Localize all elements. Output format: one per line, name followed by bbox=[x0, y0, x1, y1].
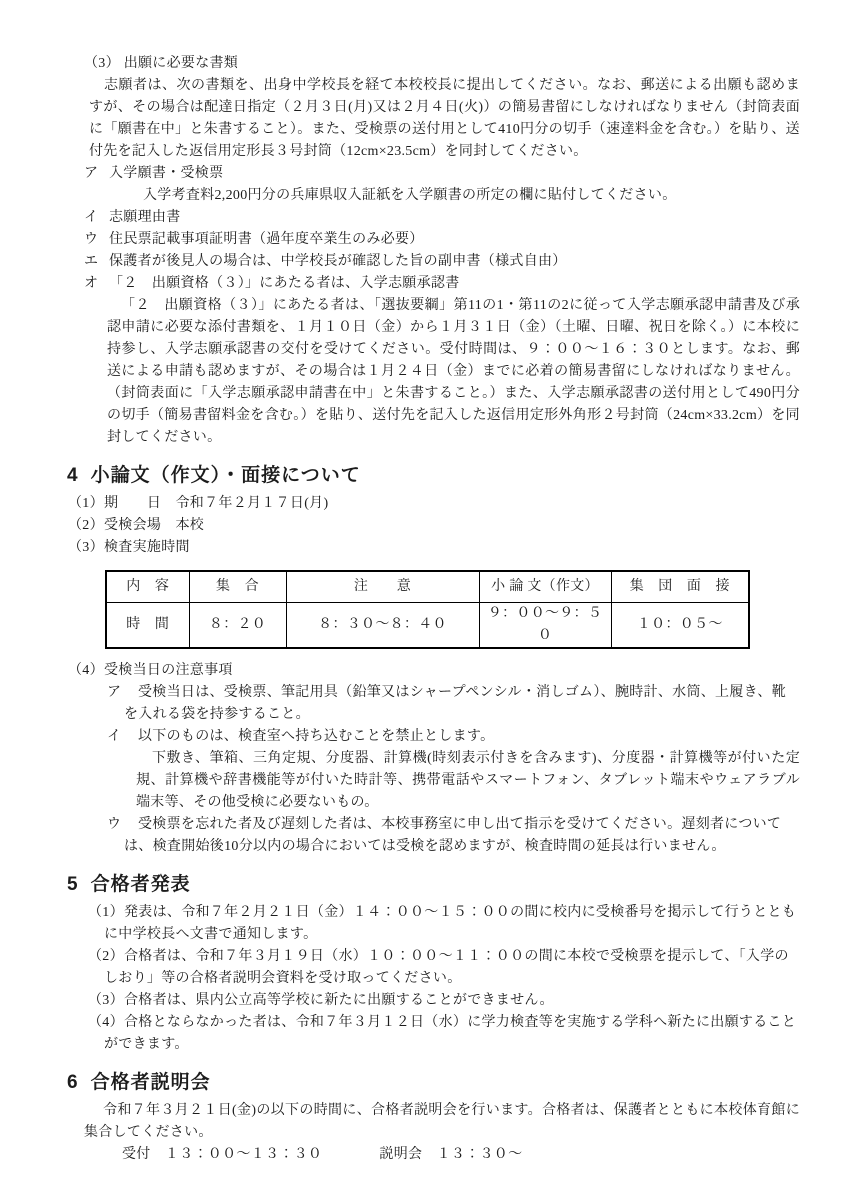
s4-item-4 bbox=[68, 660, 800, 682]
s3-item-o bbox=[84, 273, 800, 295]
item-text: 受検票を忘れた者及び遅刻した者は、本校事務室に申し出て指示を受けてください。遅刻者については、検査開始後10分以内の場合においては受検を認めますが、検査時間の延長は行いません。 bbox=[124, 817, 782, 854]
item-text: 期 日 令和７年２月１７日(月) bbox=[104, 496, 329, 511]
section-title: 合格者発表 bbox=[90, 874, 191, 895]
item-text: 合格とならなかった者は、令和７年３月１２日（水）に学力検査等を実施する学科へ新たに出願することができます。 bbox=[104, 1015, 797, 1052]
s6-paragraph: 令和７年３月２１日(金)の以下の時間に、合格者説明会を行います。合格者は、保護者とともに本校体育館に集合してください。 bbox=[84, 1103, 800, 1140]
item-label: オ bbox=[84, 276, 99, 291]
section-number: 4 bbox=[67, 465, 79, 486]
item-label: ウ bbox=[84, 232, 99, 247]
s5-item-2 bbox=[88, 946, 800, 990]
table-header-cell: 集 合 bbox=[189, 571, 286, 603]
item-label: イ bbox=[84, 210, 99, 225]
s4-item-2 bbox=[68, 515, 800, 537]
item-text: 以下のものは、検査室へ持ち込むことを禁止とします。 bbox=[138, 729, 495, 744]
s5-item-4 bbox=[88, 1012, 800, 1056]
table-header-cell: 内 容 bbox=[106, 571, 189, 603]
item-text: 保護者が後見人の場合は、中学校長が確認した旨の副申書（様式自由） bbox=[109, 254, 567, 269]
section-4-heading bbox=[67, 463, 800, 489]
table-header-cell: 注 意 bbox=[286, 571, 479, 603]
item-text: 合格者は、県内公立高等学校に新たに出願することができません。 bbox=[124, 993, 554, 1008]
s3-item-o-paragraph: 「２ 出願資格（３）」にあたる者は、「選抜要綱」第11の1・第11の2に従って入学志願承認申請書及び承認申請に必要な添付書類を、１月１０日（金）から１月３１日（金）（土曜、日曜、祝日を除く。）に本校に持参し、入学志願承認書の交付を受けてください。受付時間は、９：００～１６：３０とします。なお、郵送による申請も認めますが、その場合は１月２４日（金）までに必着の簡易書留にしなければなりません。（封筒表面に「入学志願承認申請書在中」と朱書すること。）また、入学志願承認書の送付用として490円分の切手（簡易書留料金を含む。）を貼り、送付先を記入した返信用定形外角形２号封筒（24cm×33.2cm）を同封してください。 bbox=[107, 298, 800, 445]
item-label: （1） bbox=[88, 905, 124, 920]
item-text: 合格者は、令和７年３月１９日（水）１０：００～１１：００の間に本校で受検票を提示して、「入学のしおり」等の合格者説明会資料を受け取ってください。 bbox=[104, 949, 789, 986]
item-text: 住民票記載事項証明書（過年度卒業生のみ必要） bbox=[109, 232, 424, 247]
table-header-row bbox=[106, 571, 749, 603]
item-text: 「２ 出願資格（３）」にあたる者は、入学志願承認書 bbox=[109, 276, 460, 291]
table-row-label: 時 間 bbox=[106, 603, 189, 649]
item-text: 志願理由書 bbox=[109, 210, 181, 225]
section-6-heading bbox=[67, 1070, 800, 1096]
item-text: 検査実施時間 bbox=[104, 540, 190, 555]
s3-item-a-note: 入学考査料2,200円分の兵庫県収入証紙を入学願書の所定の欄に貼付してください。 bbox=[143, 188, 677, 203]
s4-item-1 bbox=[68, 493, 800, 515]
table-cell: ９：００～９：５０ bbox=[479, 603, 611, 649]
item-label: イ bbox=[107, 729, 122, 744]
s5-item-3 bbox=[88, 990, 800, 1012]
item-label: （3） bbox=[68, 540, 104, 555]
s4-prohibited-items-paragraph: 下敷き、筆箱、三角定規、分度器、計算機(時刻表示付きを含みます)、分度器・計算機等が付いた定規、計算機や辞書機能等が付いた時計等、携帯電話やスマートフォン、タブレット端末やウェアラブル端末等、その他受検に必要ないもの。 bbox=[136, 751, 800, 810]
item-text: 発表は、令和７年２月２１日（金）１４：００～１５：００の間に校内に受検番号を掲示して行うとともに中学校長へ文書で通知します。 bbox=[104, 905, 797, 942]
s3-intro-paragraph: 志願者は、次の書類を、出身中学校長を経て本校校長に提出してください。なお、郵送による出願も認めますが、その場合は配達日指定（２月３日(月)又は２月４日(火)）の簡易書留にしなければなりません（封筒表面に「願書在中」と朱書すること）。また、受検票の送付用として410円分の切手（速達料金を含む。）を貼り、送付先を記入した返信用定形長３号封筒（12cm×23.5cm）を同封してください。 bbox=[89, 78, 800, 159]
section-5-heading bbox=[67, 872, 800, 898]
table-time-row bbox=[106, 603, 749, 649]
s3-item-a bbox=[84, 163, 800, 185]
table-cell: １０：０５～ bbox=[611, 603, 749, 649]
item-label: （3） bbox=[88, 993, 124, 1008]
item-label: （2） bbox=[88, 949, 124, 964]
item-text: 受検当日は、受検票、筆記用具（鉛筆又はシャープペンシル・消しゴム）、腕時計、水筒、上履き、靴を入れる袋を持参すること。 bbox=[124, 685, 786, 722]
table-cell: ８：２０ bbox=[189, 603, 286, 649]
item-text: 受検会場 本校 bbox=[104, 518, 205, 533]
item-label: ア bbox=[84, 166, 99, 181]
item-text: 入学願書・受検票 bbox=[109, 166, 224, 181]
s3-title: （3） 出願に必要な書類 bbox=[84, 56, 239, 71]
section-title: 合格者説明会 bbox=[90, 1072, 211, 1093]
item-label: ア bbox=[107, 685, 122, 700]
section-title: 小論文（作文）・面接について bbox=[90, 465, 361, 486]
s4-note-u bbox=[107, 814, 800, 858]
s4-item-3 bbox=[68, 537, 800, 559]
item-label: エ bbox=[84, 254, 99, 269]
s3-item-u bbox=[84, 229, 800, 251]
item-label: （4） bbox=[68, 663, 104, 678]
section-number: 6 bbox=[67, 1072, 79, 1093]
table-cell: ８：３０～８：４０ bbox=[286, 603, 479, 649]
s3-item-i bbox=[84, 207, 800, 229]
s6-times-line: 受付 １３：００～１３：３０ 説明会 １３：３０～ bbox=[122, 1147, 523, 1162]
section-number: 5 bbox=[67, 874, 79, 895]
table-header-cell: 小 論 文（作文） bbox=[479, 571, 611, 603]
item-label: （1） bbox=[68, 496, 104, 511]
s5-item-1 bbox=[88, 902, 800, 946]
item-label: （4） bbox=[88, 1015, 124, 1030]
table-header-cell: 集 団 面 接 bbox=[611, 571, 749, 603]
schedule-table bbox=[105, 570, 750, 649]
item-label: ウ bbox=[107, 817, 122, 832]
s3-item-e bbox=[84, 251, 800, 273]
s4-note-a bbox=[107, 682, 800, 726]
item-text: 受検当日の注意事項 bbox=[104, 663, 233, 678]
item-label: （2） bbox=[68, 518, 104, 533]
s4-note-i bbox=[107, 726, 800, 748]
